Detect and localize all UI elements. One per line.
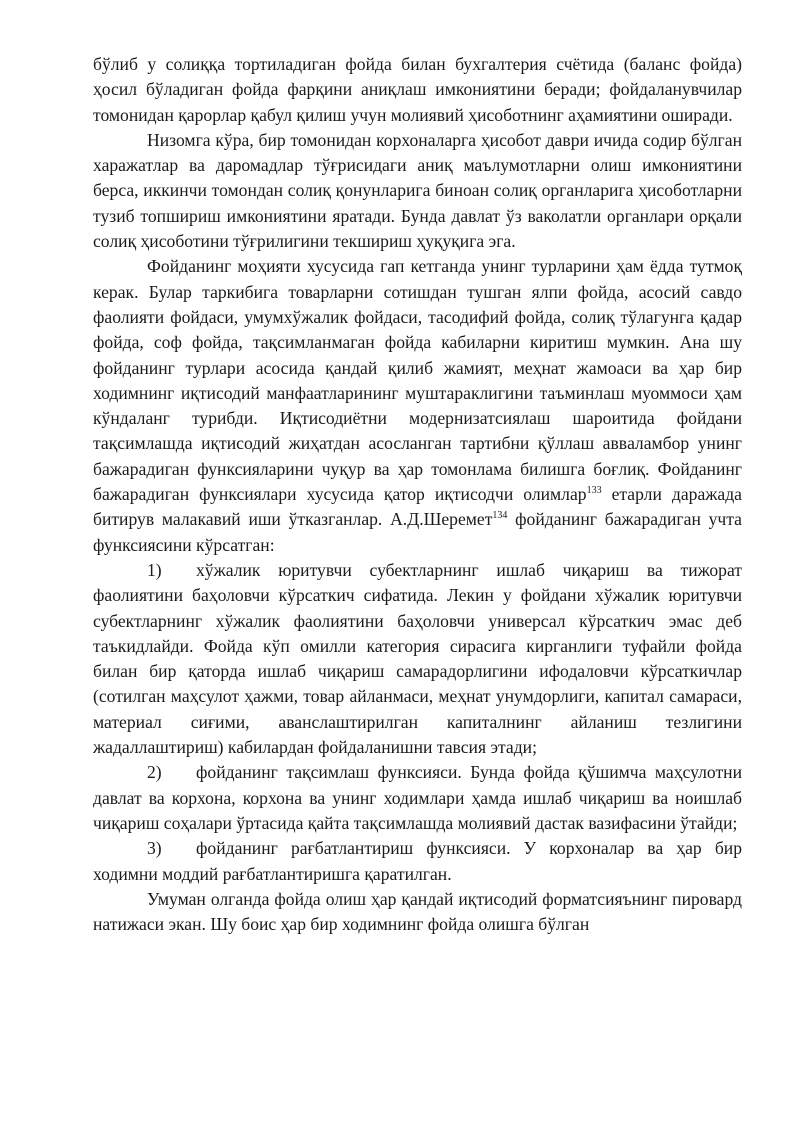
list-number: 3) [147, 838, 162, 859]
list-item-2 [93, 760, 742, 836]
paragraph-conclusion: Умуман олганда фойда олиш ҳар қандай иқтисодий форматсияънинг пировард натижаси экан. Шу боис ҳар бир ходимнинг фойда олишга бўлган [93, 888, 742, 935]
paragraph-regulation: Низомга кўра, бир томонидан корхоналарга ҳисобот даври ичида содир бўлган харажатлар ва даромадлар тўғрисидаги аниқ маълумотларни олиш имкониятини берса, иккинчи томондан солиқ қонунларига биноан солиқ органларига ҳисоботларни тузиб топшириш имкониятини яратади. Бунда давлат ўз ваколатли органлари орқали солиқ ҳисоботини тўғрилигини текшириш ҳуқуқига эга. [93, 129, 742, 252]
paragraph-text: фойданинг бажарадиган учта функсиясини кўрсатган: [93, 509, 742, 555]
list-item-1 [93, 558, 742, 760]
list-item-3 [93, 836, 742, 887]
paragraph-text: етарли даражада битирув малакавий иши ўтказганлар. А.Д.Шеремет [93, 484, 742, 530]
list-item-text: фойданинг рағбатлантириш функсияси. У корхоналар ва ҳар бир ходимни моддий рағбатлантиришга қаратилган. [93, 838, 742, 884]
footnote-ref-133: 133 [586, 485, 602, 497]
document-page [93, 52, 742, 937]
list-item-text: хўжалик юритувчи субектларнинг ишлаб чиқариш ва тижорат фаолиятини баҳоловчи кўрсаткич сифатида. Лекин у фойдани хўжалик юритувчи субектларнинг хўжалик фаолиятини баҳоловчи универсал кўрсаткич эмас деб таъкидлайди. Фойда кўп омилли категория сирасига кирганлиги туфайли фойда билан бир қаторда ишлаб чиқариш самарадорлигини ифодаловчи кўрсаткичлар (сотилган маҳсулот ҳажми, товар айланмаси, меҳнат унумдорлиги, капитал самараси, материал сиғими, аванслаштирилган капиталнинг айланиш тезлигини жадаллаштириш) кабилардан фойдаланишни тавсия этади; [93, 559, 742, 758]
list-number: 1) [147, 559, 162, 580]
paragraph-text: Фойданинг моҳияти хусусида гап кетганда унинг турларини ҳам ёдда тутмоқ керак. Булар таркибига товарларни сотишдан тушган ялпи фойда, асосий савдо фаолияти фойдаси, умумхўжалик фойдаси, тасодифий фойда, солиқ тўлагунга қадар фойда, соф фойда, тақсимланмаган фойда кабиларни киритиш мумкин. Ана шу фойданинг турлари асосида қандай қилиб жамият, меҳнат жамоаси ва ҳар бир ходимнинг иқтисодий манфаатларининг муштараклигини таъминлаш муоммоси ҳам кўндаланг турибди. Иқтисодиётни модернизатсиялаш шароитида фойдани тақсимлашда иқтисодий жиҳатдан асосланган тартибни қўллаш аввaламбор унинг бажарадиган функсияларини чуқур ва ҳар томонлама билишга боғлиқ. Фойданинг бажарадиган функсиялари хусусида қатор иқтисодчи олимлар [93, 256, 742, 505]
footnote-ref-134: 134 [492, 510, 508, 522]
paragraph-continuation: бўлиб у солиққа тортиладиган фойда билан бухгалтерия счётида (баланс фойда) ҳосил бўладиган фойда фарқини аниқлаш имкониятини беради; фойдаланувчилар томонидан қарорлар қабул қилиш учун молиявий ҳисоботнинг аҳамиятини оширади. [93, 54, 742, 125]
paragraph-profit-essence [93, 254, 742, 558]
list-number: 2) [147, 762, 162, 783]
list-item-text: фойданинг тақсимлаш функсияси. Бунда фойда қўшимча маҳсулотни давлат ва корхона, корхона ва унинг ходимлари ҳамда ишлаб чиқариш ва ноишлаб чиқариш соҳалари ўртасида қайта тақсимлашда молиявий дастак вазифасини ўтайди; [93, 762, 742, 833]
